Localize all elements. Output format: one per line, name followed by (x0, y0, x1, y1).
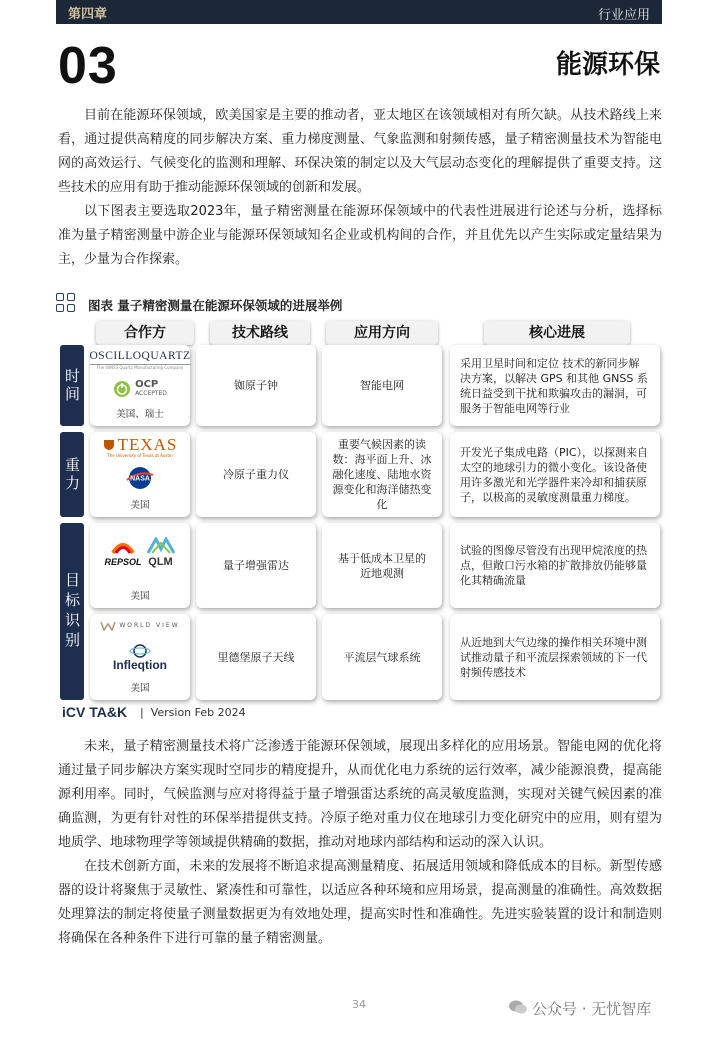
group-label: 时间 (63, 367, 81, 404)
progress-cell: 试验的图像尽管没有出现甲烷浓度的热点，但敞口污水箱的扩散排放仍能够量化其精确流量 (450, 523, 660, 608)
partner-cell (90, 432, 190, 517)
intro-paragraph-1: 目前在能源环保领域，欧美国家是主要的推动者，亚太地区在该领域相对有所欠缺。从技术路线上来看，通过提供高精度的同步解决方案、重力梯度测量、气象监测和射频传感，量子精密测量技术为智能电网的高效运行、气候变化的监测和理解、环保决策的制定以及大气层动态变化的理解提供了重要支持。这些技术的应用有助于推动能源环保领域的创新和发展。 (58, 108, 662, 195)
qlm-logo: QLM (146, 537, 176, 570)
column-header-tech: 技术路线 (210, 321, 310, 345)
chapter-label: 第四章 (68, 7, 108, 22)
tech-cell: 里德堡原子天线 (196, 614, 316, 700)
infleqtion-logo: Infleqtion (113, 643, 167, 672)
group-label: 重力 (63, 456, 81, 493)
version-text: Version Feb 2024 (150, 706, 246, 719)
page-number: 34 (352, 998, 366, 1011)
nasa-meatball-icon (125, 466, 155, 490)
progress-cell: 开发光子集成电路（PIC），以探测来自太空的地球引力的微小变化。该设备使用许多激光和光学器件来冷却和捕获原子，以极高的灵敏度测量重力梯度。 (450, 432, 660, 517)
infleqtion-mark-icon (129, 643, 151, 659)
qlm-mark-icon (146, 537, 176, 555)
svg-text:NASA: NASA (130, 475, 150, 483)
group-tab-time (60, 345, 84, 426)
chapter-header-bar (56, 0, 662, 24)
tech-cell: 冷原子重力仪 (196, 432, 316, 517)
column-header-progress: 核心进展 (484, 321, 630, 345)
source-version: | Version Feb 2024 (140, 706, 246, 719)
worldview-logo: WORLD VIEW (100, 618, 179, 633)
repsol-qlm-logos (104, 537, 175, 570)
worldview-mark-icon (100, 621, 116, 631)
tech-cell: 铷原子钟 (196, 345, 316, 426)
figure-title: 图表 量子精密测量在能源环保领域的进展举例 (88, 298, 343, 313)
section-number: 03 (58, 37, 118, 95)
outro-paragraph-2: 在技术创新方面，未来的发展将不断追求提高测量精度、拓展适用领域和降低成本的目标。新型传感器的设计将聚焦于灵敏性、紧凑性和可靠性，以适应各种环境和应用场景，提高测量的准确性。高效数据处理算法的制定将使量子测量数据更为有效地处理，提高实时性和准确性。先进实验装置的设计和制造则将确保在各种条件下进行可靠的量子精密测量。 (58, 859, 662, 946)
ocp-logo: OCP ACCEPTED (113, 380, 167, 398)
partner-cell (90, 523, 190, 608)
progress-cell: 采用卫星时间和定位 技术的新同步解决方案，以解决 GPS 和其他 GNSS 系统日益受到干扰和欺骗攻击的漏洞，可服务于智能电网等行业 (450, 345, 660, 426)
group-tab-gravity (60, 432, 84, 517)
oscilloquartz-logo: OSCILLOQUARTZ The SWISS Quartz Manufacturing Company (89, 350, 191, 370)
section-title: 能源环保 (555, 50, 660, 80)
partner-region: 美国 (130, 683, 150, 694)
group-label: 目标识别 (63, 571, 81, 652)
column-header-partner: 合作方 (96, 321, 194, 345)
application-cell: 重要气候因素的读数：海平面上升、冰融化速度、陆地水资源变化和海洋储热变化 (322, 432, 442, 517)
application-cell: 平流层气球系统 (322, 614, 442, 700)
application-cell: 智能电网 (322, 345, 442, 426)
repsol-mark-icon (110, 539, 136, 555)
nasa-logo (125, 466, 155, 490)
partner-region: 美国 (130, 500, 150, 511)
repsol-logo: REPSOL (104, 539, 141, 570)
partner-cell (90, 614, 190, 700)
partner-region: 美国、瑞士 (116, 409, 164, 420)
grid-icon (56, 293, 76, 313)
wechat-icon (508, 999, 528, 1015)
source-brand: iCV TA&K (62, 704, 128, 720)
group-tab-target (60, 523, 84, 700)
application-cell: 基于低成本卫星的近地观测 (322, 523, 442, 608)
watermark-text: 公众号 · 无忧智库 (532, 1000, 652, 1018)
progress-cell: 从近地到大气边缘的操作相关环境中测试推动量子和平流层探索领域的下一代射频传感技术 (450, 614, 660, 700)
ocp-power-icon (113, 380, 131, 398)
texas-logo: TEXAS The University of Texas at Austin (103, 436, 178, 458)
partner-cell (90, 345, 190, 426)
partner-region: 美国 (130, 591, 150, 602)
intro-paragraph-2: 以下图表主要选取2023年，量子精密测量在能源环保领域中的代表性进展进行论述与分析，选择标准为量子精密测量中游企业与能源环保领域知名企业或机构间的合作，并且优先以产生实际或定量结果为主，少量为合作探索。 (58, 204, 662, 267)
column-header-application: 应用方向 (326, 321, 438, 345)
ut-shield-icon (103, 439, 115, 451)
tech-cell: 量子增强雷达 (196, 523, 316, 608)
section-category: 行业应用 (597, 8, 650, 23)
outro-paragraph-1: 未来，量子精密测量技术将广泛渗透于能源环保领域，展现出多样化的应用场景。智能电网的优化将通过量子同步解决方案实现时空同步的精度提升，从而优化电力系统的运行效率，减少能源浪费，提高能源利用率。同时，气候监测与应对将得益于量子增强雷达系统的高灵敏度监测，实现对关键气候因素的准确监测，为更有针对性的环保举措提供支持。冷原子绝对重力仪在地球引力变化研究中的应用，则有望为地质学、地球物理学等领域提供精确的数据，推动对地球内部结构和运动的深入认识。 (58, 739, 662, 850)
